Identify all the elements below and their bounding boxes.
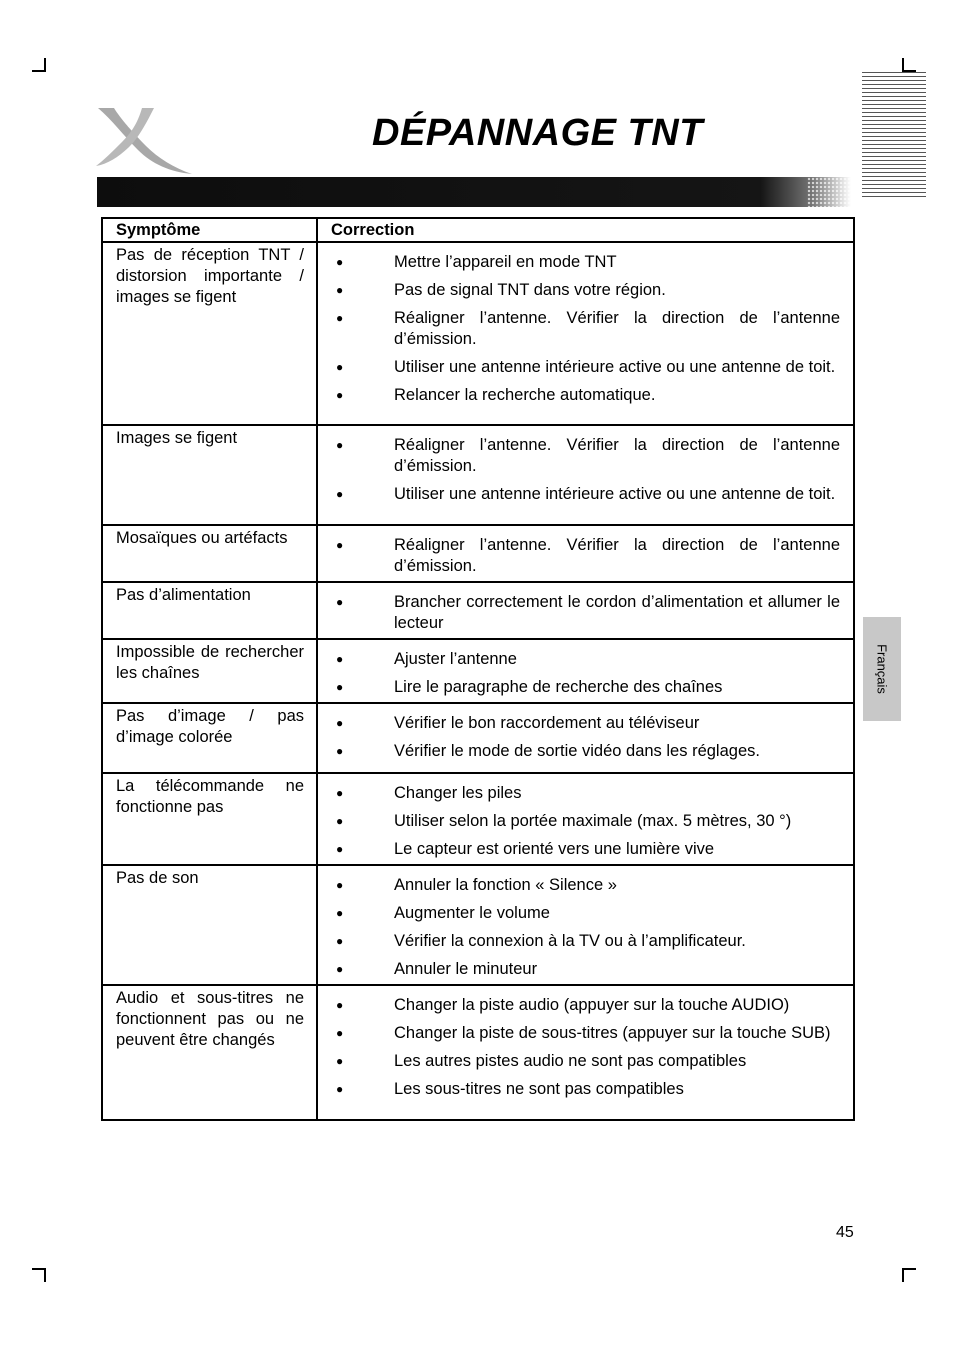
correction-item: ● Vérifier le mode de sortie vidéo dans les réglages. xyxy=(326,741,840,762)
correction-item: ● Relancer la recherche automatique. xyxy=(326,385,840,406)
correction-list xyxy=(326,875,840,980)
language-tab xyxy=(863,617,901,721)
correction-list xyxy=(326,592,840,634)
table-row xyxy=(102,639,854,703)
correction-item: ● Ajuster l’antenne xyxy=(326,649,840,670)
correction-item: ● Réaligner l’antenne. Vérifier la direction de l’antenne d’émission. xyxy=(326,535,840,577)
page-number: 45 xyxy=(836,1224,854,1241)
correction-cell xyxy=(317,865,854,985)
troubleshooting-table xyxy=(101,217,855,1121)
correction-list xyxy=(326,713,840,762)
symptom-cell: Pas d’alimentation xyxy=(102,582,317,639)
table-row xyxy=(102,582,854,639)
table-header-row xyxy=(102,218,854,242)
banner-dot-pattern xyxy=(807,177,851,207)
correction-item: ● Changer la piste audio (appuyer sur la touche AUDIO) xyxy=(326,995,840,1016)
correction-item: ● Utiliser selon la portée maximale (max. 5 mètres, 30 °) xyxy=(326,811,840,832)
correction-item: ● Réaligner l’antenne. Vérifier la direction de l’antenne d’émission. xyxy=(326,435,840,477)
page-title: DÉPANNAGE TNT xyxy=(372,112,703,154)
correction-item: ● Le capteur est orienté vers une lumière vive xyxy=(326,839,840,860)
title-banner xyxy=(97,177,851,207)
correction-item: ● Annuler le minuteur xyxy=(326,959,840,980)
correction-item: ● Vérifier la connexion à la TV ou à l’amplificateur. xyxy=(326,931,840,952)
correction-item: ● Vérifier le bon raccordement au téléviseur xyxy=(326,713,840,734)
correction-list xyxy=(326,252,840,406)
symptom-cell: Audio et sous-titres ne fonctionnent pas ou ne peuvent être changés xyxy=(102,985,317,1120)
correction-cell xyxy=(317,639,854,703)
symptom-cell: Pas de réception TNT / distorsion importante / images se figent xyxy=(102,242,317,425)
crop-mark-top-left xyxy=(32,58,46,72)
correction-list xyxy=(326,435,840,505)
symptom-cell: Pas d’image / pas d’image colorée xyxy=(102,703,317,773)
correction-item: ● Pas de signal TNT dans votre région. xyxy=(326,280,840,301)
correction-cell xyxy=(317,985,854,1120)
symptom-cell: La télécommande ne fonctionne pas xyxy=(102,773,317,865)
table-body xyxy=(102,242,854,1120)
symptom-cell: Images se figent xyxy=(102,425,317,525)
correction-item: ● Brancher correctement le cordon d’alimentation et allumer le lecteur xyxy=(326,592,840,634)
symptom-header: Symptôme xyxy=(102,218,317,242)
correction-cell xyxy=(317,242,854,425)
correction-list xyxy=(326,995,840,1100)
correction-list xyxy=(326,649,840,698)
crop-mark-bottom-left xyxy=(32,1268,46,1282)
table-row xyxy=(102,985,854,1120)
correction-item: ● Réaligner l’antenne. Vérifier la direction de l’antenne d’émission. xyxy=(326,308,840,350)
correction-cell xyxy=(317,703,854,773)
table-row xyxy=(102,703,854,773)
correction-list xyxy=(326,783,840,860)
crop-mark-bottom-right xyxy=(902,1268,916,1282)
table-row xyxy=(102,242,854,425)
correction-item: ● Lire le paragraphe de recherche des chaînes xyxy=(326,677,840,698)
correction-item: ● Changer la piste de sous-titres (appuyer sur la touche SUB) xyxy=(326,1023,840,1044)
table-row xyxy=(102,425,854,525)
correction-cell xyxy=(317,425,854,525)
crop-mark-top-right xyxy=(902,58,916,72)
symptom-cell: Pas de son xyxy=(102,865,317,985)
correction-item: ● Utiliser une antenne intérieure active ou une antenne de toit. xyxy=(326,357,840,378)
correction-list xyxy=(326,535,840,577)
correction-item: ● Les sous-titres ne sont pas compatibles xyxy=(326,1079,840,1100)
brand-x-logo-icon xyxy=(94,106,194,176)
correction-item: ● Changer les piles xyxy=(326,783,840,804)
correction-item: ● Utiliser une antenne intérieure active ou une antenne de toit. xyxy=(326,484,840,505)
decorative-stripes xyxy=(862,72,926,200)
correction-header: Correction xyxy=(317,218,854,242)
correction-cell xyxy=(317,773,854,865)
correction-cell xyxy=(317,525,854,582)
language-tab-label: Français xyxy=(874,644,890,694)
symptom-cell: Mosaïques ou artéfacts xyxy=(102,525,317,582)
correction-item: ● Mettre l’appareil en mode TNT xyxy=(326,252,840,273)
correction-item: ● Les autres pistes audio ne sont pas compatibles xyxy=(326,1051,840,1072)
correction-cell xyxy=(317,582,854,639)
table-row xyxy=(102,525,854,582)
correction-item: ● Augmenter le volume xyxy=(326,903,840,924)
table-row xyxy=(102,865,854,985)
symptom-cell: Impossible de rechercher les chaînes xyxy=(102,639,317,703)
correction-item: ● Annuler la fonction « Silence » xyxy=(326,875,840,896)
table-row xyxy=(102,773,854,865)
